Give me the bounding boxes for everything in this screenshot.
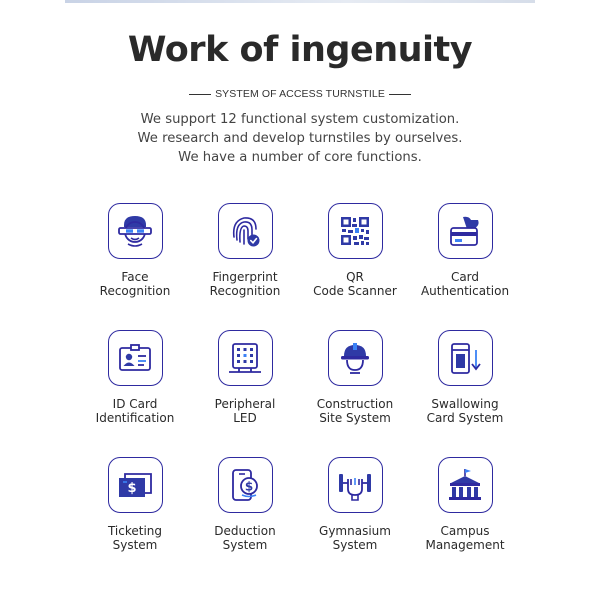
- id-card-icon: [108, 330, 163, 386]
- feature-label: Ticketing System: [107, 524, 163, 552]
- feature-label: QR Code Scanner: [313, 270, 397, 298]
- card-authentication-icon: [438, 203, 493, 259]
- feature-label: Construction Site System: [316, 397, 394, 425]
- fingerprint-icon: [218, 203, 273, 259]
- construction-helmet-icon: [328, 330, 383, 386]
- feature-label: Fingerprint Recognition: [209, 270, 281, 298]
- feature-campus-management: [410, 457, 520, 584]
- subtitle-left-rule: [189, 94, 211, 95]
- feature-label: Deduction System: [214, 524, 276, 552]
- feature-deduction-system: [190, 457, 300, 584]
- feature-construction-site-system: [300, 330, 410, 457]
- intro-line: We research and develop turnstiles by ourselves.: [137, 131, 463, 146]
- intro-line: We support 12 functional system customization.: [140, 112, 460, 127]
- subtitle: SYSTEM OF ACCESS TURNSTILE: [215, 88, 385, 100]
- gymnasium-icon: [328, 457, 383, 513]
- page-title: Work of ingenuity: [127, 30, 473, 70]
- feature-peripheral-led: [190, 330, 300, 457]
- feature-ticketing-system: [80, 457, 190, 584]
- feature-grid: [80, 203, 520, 584]
- feature-label: Swallowing Card System: [426, 397, 504, 425]
- campus-building-icon: [438, 457, 493, 513]
- feature-gymnasium-system: [300, 457, 410, 584]
- feature-face-recognition: [80, 203, 190, 330]
- face-recognition-icon: [108, 203, 163, 259]
- intro-text: [0, 110, 600, 167]
- feature-label: Campus Management: [425, 524, 505, 552]
- led-display-icon: [218, 330, 273, 386]
- feature-swallowing-card-system: [410, 330, 520, 457]
- feature-label: Card Authentication: [420, 270, 510, 298]
- card-slot-icon: [438, 330, 493, 386]
- subtitle-right-rule: [389, 94, 411, 95]
- svg-text:$: $: [244, 479, 254, 494]
- feature-card-authentication: [410, 203, 520, 330]
- feature-label: Gymnasium System: [319, 524, 391, 552]
- subtitle-row: [0, 88, 600, 100]
- feature-label: Face Recognition: [99, 270, 171, 298]
- top-decorative-strip: [65, 0, 535, 3]
- svg-text:$: $: [127, 481, 137, 496]
- feature-label: Peripheral LED: [214, 397, 276, 425]
- feature-label: ID Card Identification: [95, 397, 175, 425]
- feature-id-card-identification: [80, 330, 190, 457]
- feature-fingerprint-recognition: [190, 203, 300, 330]
- intro-line: We have a number of core functions.: [178, 150, 422, 165]
- ticket-icon: [108, 457, 163, 513]
- feature-qr-code-scanner: [300, 203, 410, 330]
- qr-code-icon: [328, 203, 383, 259]
- payment-deduction-icon: [218, 457, 273, 513]
